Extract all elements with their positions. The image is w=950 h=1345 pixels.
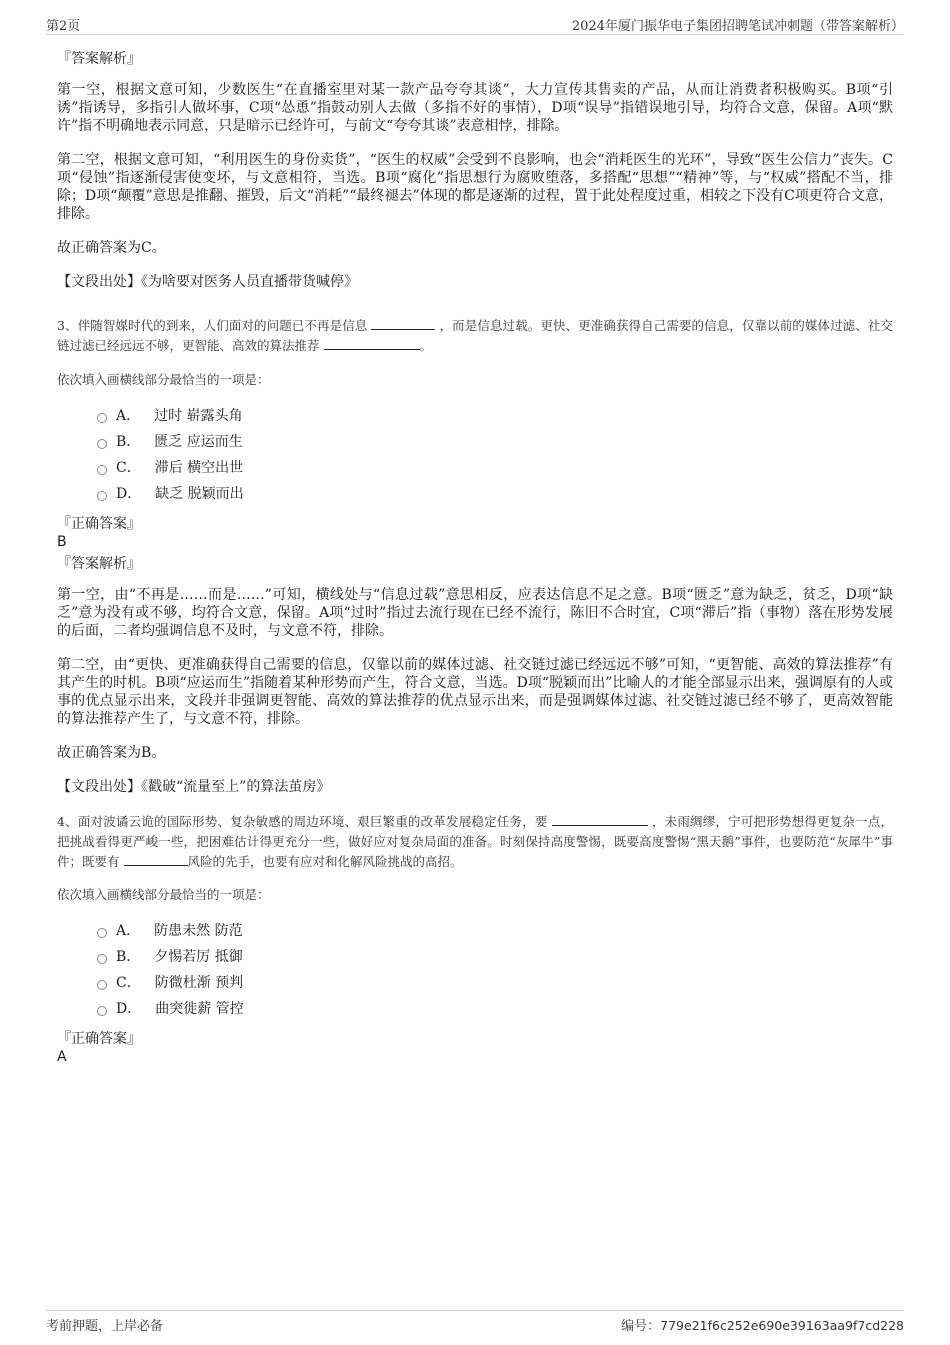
radio-icon[interactable]	[97, 954, 107, 964]
radio-icon[interactable]	[97, 491, 107, 501]
radio-icon[interactable]	[97, 980, 107, 990]
q3-option-b[interactable]: B． 匮乏 应运而生	[97, 433, 243, 451]
footer-slogan: 考前押题，上岸必备	[46, 1319, 164, 1334]
radio-icon[interactable]	[97, 439, 107, 449]
q2-analysis-para-2: 第二空，根据文意可知，“利用医生的身份卖货”，“医生的权威”会受到不良影响，也会“消耗医生的光环”，导致“医生公信力”丧失。C项“侵蚀”指逐渐侵害使变坏，与文意相符，当选。B项“腐化”指思想行为腐败堕落，多搭配“思想”“精神”等，与“权威”搭配不当，排除；D项“颠覆”意思是推翻、摧毁，后文“消耗”“最终褪去”体现的都是逐渐的过程，置于此处程度过重，相较之下没有C项更符合文意，排除。	[57, 152, 893, 222]
q4-option-c[interactable]: C． 防微杜渐 预判	[97, 974, 243, 992]
q3-answer: B	[57, 534, 67, 550]
answer-blank-1	[371, 317, 435, 330]
q2-source	[57, 273, 893, 291]
q3-analysis-label: 『答案解析』	[57, 556, 141, 572]
source-title: 《为啥要对医务人员直播带货喊停》	[141, 274, 358, 290]
source-label: 【文段出处】	[57, 274, 141, 290]
q3-stem: 3、伴随智媒时代的到来，人们面对的问题已不再是信息 ，而是信息过载。更快、更准确获得自己需要的信息，仅靠以前的媒体过滤、社交链过滤已经远远不够，更智能、高效的算法推荐 。	[57, 318, 893, 353]
q4-option-d[interactable]: D． 曲突徙薪 管控	[97, 1000, 244, 1018]
q3-source	[57, 778, 893, 796]
document-title: 2024年厦门振华电子集团招聘笔试冲刺题（带答案解析）	[571, 19, 904, 34]
q2-analysis-label: 『答案解析』	[57, 51, 141, 67]
radio-icon[interactable]	[97, 465, 107, 475]
radio-icon[interactable]	[97, 413, 107, 423]
answer-blank-2	[124, 853, 188, 866]
page-footer	[46, 1310, 904, 1333]
source-title: 《戳破“流量至上”的算法茧房》	[141, 779, 331, 795]
q2-analysis-para-1: 第一空，根据文意可知，少数医生“在直播室里对某一款产品夸夸其谈”，大力宣传其售卖的产品，从而让消费者积极购买。B项“引诱”指诱导，多指引人做坏事，C项“怂恿”指鼓动别人去做（多指不好的事情），D项“误导”指错误地引导，均符合文意，保留。A项“默许”指不明确地表示同意，只是暗示已经许可，与前文“夸夸其谈”表意相悖，排除。	[57, 82, 893, 134]
q4-option-b[interactable]: B． 夕惕若厉 抵御	[97, 948, 243, 966]
document-code: 编号：779e21f6c252e690e39163aa9f7cd228	[621, 1318, 904, 1334]
page-number: 第2页	[46, 19, 81, 34]
radio-icon[interactable]	[97, 1006, 107, 1016]
radio-icon[interactable]	[97, 928, 107, 938]
source-label: 【文段出处】	[57, 779, 141, 795]
q4-prompt: 依次填入画横线部分最恰当的一项是：	[57, 887, 270, 902]
q4-answer-label: 『正确答案』	[57, 1031, 141, 1047]
q3-option-c[interactable]: C． 滞后 横空出世	[97, 459, 243, 477]
q3-prompt: 依次填入画横线部分最恰当的一项是：	[57, 372, 270, 387]
answer-blank-2	[324, 337, 420, 350]
q3-option-d[interactable]: D． 缺乏 脱颖而出	[97, 485, 244, 503]
q3-option-a[interactable]: A． 过时 崭露头角	[97, 407, 243, 425]
q4-stem: 4、面对波谲云诡的国际形势、复杂敏感的周边环境、艰巨繁重的改革发展稳定任务，要 ，未雨绸缪，宁可把形势想得更复杂一点，把挑战看得更严峻一些，把困难估计得更充分一些，做好应对复杂局面的准备。时刻保持高度警惕，既要高度警惕“黑天鹅”事件，也要防范“灰犀牛”事件；既要有 风险的先手，也要有应对和化解风险挑战的高招。	[57, 814, 893, 869]
q3-analysis-para-1: 第一空，由“不再是……而是……”可知，横线处与“信息过载”意思相反，应表达信息不足之意。B项“匮乏”意为缺乏，贫乏，D项“缺乏”意为没有或不够，均符合文意，保留。A项“过时”指过去流行现在已经不流行，陈旧不合时宜，C项“滞后”指（事物）落在形势发展的后面，二者均强调信息不及时，与文意不符，排除。	[57, 587, 893, 639]
q4-answer: A	[57, 1049, 67, 1065]
answer-blank-1	[552, 813, 648, 826]
q2-conclusion: 故正确答案为C。	[57, 240, 166, 256]
q3-answer-label: 『正确答案』	[57, 516, 141, 532]
page-header	[46, 14, 904, 35]
q4-option-a[interactable]: A． 防患未然 防范	[97, 922, 243, 940]
q3-analysis-para-2: 第二空，由“更快、更准确获得自己需要的信息，仅靠以前的媒体过滤、社交链过滤已经远远不够”可知，“更智能、高效的算法推荐”有其产生的时机。B项“应运而生”指随着某种形势而产生，符合文意，当选。D项“脱颖而出”比喻人的才能全部显示出来，强调原有的人或事的优点显示出来，文段并非强调更智能、高效的算法推荐的优点显示出来，而是强调媒体过滤、社交链过滤已经不够了，更高效智能的算法推荐产生了，与文意不符，排除。	[57, 657, 893, 727]
q3-conclusion: 故正确答案为B。	[57, 745, 166, 761]
